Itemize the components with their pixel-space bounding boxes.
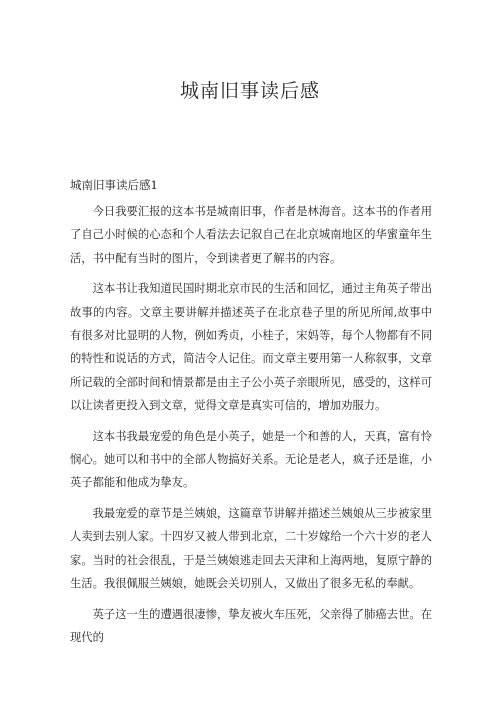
document-title: 城南旧事读后感 bbox=[179, 80, 320, 102]
paragraph: 今日我要汇报的这本书是城南旧事，作者是林海音。这本书的作者用了自己小时候的心态和个人看法去记叙自己在北京城南地区的华蜜童年生活，书中配有当时的图片，令到读者更了解书的内容。 bbox=[70, 205, 432, 265]
paragraph: 英子这一生的遭遇很凄惨，挚友被火车压死，父亲得了肺癌去世。在现代的 bbox=[70, 607, 432, 644]
paragraph: 这本书让我知道民国时期北京市民的生活和回忆，通过主角英子带出故事的内容。文章主要讲解并描述英子在北京巷子里的所见所闻,故事中有很多对比显明的人物，例如秀贞，小桂子，宋妈等，每个人物都有不同的特性和说话的方式，简洁令人记住。而文章主要用第一人称叙事，文章所记载的全部时间和情景都是由主子公小英子亲眼所见，感受的，这样可以让读者更投入到文章，觉得文章是真实可信的，增加劝服力。 bbox=[70, 282, 432, 413]
paragraph: 这本书我最宠爱的角色是小英子，她是一个和善的人，天真，富有怜悯心。她可以和书中的全部人物搞好关系。无论是老人，疯子还是谁，小英子都能和他成为挚友。 bbox=[70, 429, 432, 490]
paragraph: 我最宠爱的章节是兰姨娘，这篇章节讲解并描述兰姨娘从三步被家里人卖到去别人家。十四岁又被人带到北京，二十岁嫁给一个六十岁的老人家。当时的社会很乱，于是兰姨娘逃走回去天津和上海两地，复原宁静的生活。我很佩服兰姨娘，她既会关切别人，又做出了很多无私的奉献。 bbox=[70, 506, 432, 591]
section-heading: 城南旧事读后感1 bbox=[70, 178, 158, 192]
document-body bbox=[70, 200, 432, 649]
